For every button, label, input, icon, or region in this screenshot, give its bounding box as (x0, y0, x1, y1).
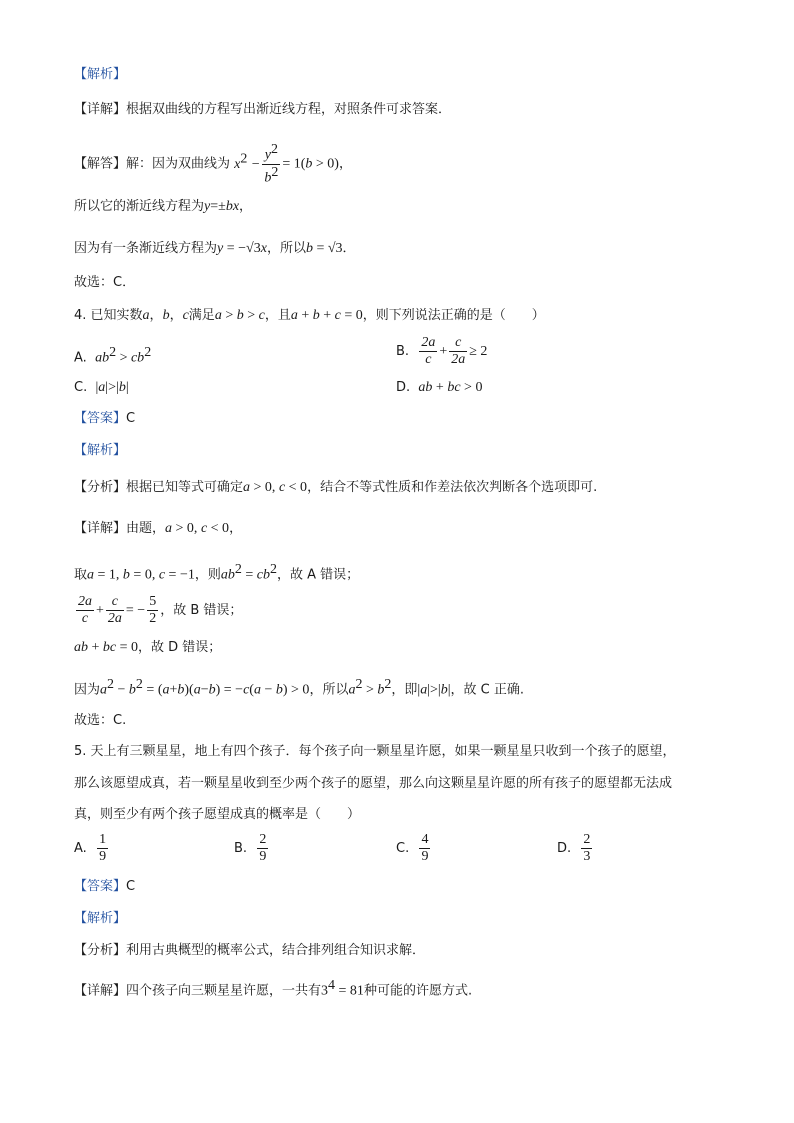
hyperbola-equation: $x^2$ − (234, 151, 261, 172)
q5-stem-line1: 5. 天上有三颗星星，地上有四个孩子．每个孩子向一颗星星许愿，如果一颗星星只收到一个孩子的愿望， (74, 744, 676, 759)
q4-option-b: B. $\frac{2a}{c}$ + $\frac{c}{2a}$ ≥ 2 (396, 335, 488, 367)
q5-jiexi-heading: 【解析】 (74, 911, 127, 926)
q5-stem-line3: 真，则至少有两个孩子愿望成真的概率是（ ） (74, 807, 361, 822)
q5-option-a: A. $\frac{1}{9}$ (74, 832, 107, 864)
q3-asymptote-line: 所以它的渐近线方程为y=±bx， (74, 199, 253, 214)
q5-stem-line2: 那么该愿望成真，若一颗星星收到至少两个孩子的愿望，那么向这颗星星许愿的所有孩子的愿望都无法成 (74, 776, 673, 791)
q5-option-b: B. $\frac{2}{9}$ (234, 832, 267, 864)
q4-xiangjie-line: 【详解】由题，a > 0, c < 0， (74, 521, 243, 536)
q4-stem: 4. 已知实数a，b，c满足a > b > c，且a + b + c = 0，则下列说法正确的是（ ） (74, 308, 545, 323)
q4-option-d: D. ab + bc > 0 (396, 380, 483, 395)
q4-fenxi-line: 【分析】根据已知等式可确定a > 0, c < 0，结合不等式性质和作差法依次判断各个选项即可. (74, 480, 598, 495)
q3-xiangjie-line: 【详解】根据双曲线的方程写出渐近线方程，对照条件可求答案． (74, 102, 452, 117)
q4-option-a: A. $ab^2 > cb^2$ (74, 345, 152, 366)
q4-jiexi-heading: 【解析】 (74, 443, 127, 458)
q5-xiangjie-line: 【详解】四个孩子向三颗星星许愿，一共有$3^4 = 81$种可能的许愿方式. (74, 978, 473, 999)
q4-check-c: 因为$a^2 - b^2 = (a+b)(a-b) = -c(a - b) > 0$，所以$a^2 > b^2$，即|a|>|b|，故 C 正确. (74, 677, 524, 698)
q4-option-c: C. |a|>|b| (74, 380, 129, 395)
q3-jiexi-heading: 【解析】 (74, 67, 127, 82)
q4-check-a: 取a = 1, b = 0, c = −1，则$ab^2 = cb^2$，故 A 错误； (74, 562, 360, 583)
q5-option-d: D. $\frac{2}{3}$ (557, 832, 591, 864)
q3-answer-choice: 故选：C． (74, 275, 136, 290)
q5-answer: 【答案】C (74, 879, 136, 894)
q3-jieda-line: 【解答】解：因为双曲线为 $x^2$ − $\frac{y^2}{b^2}$ = 1(b > 0)， (74, 142, 352, 186)
q4-answer-choice: 故选：C. (74, 713, 127, 728)
q4-check-b: $\frac{2a}{c}$ + $\frac{c}{2a}$ = − $\frac{5}{2}$ ，故 B 错误； (78, 594, 243, 626)
q3-condition-line: 因为有一条渐近线方程为y = −√3x，所以b = √3． (74, 241, 356, 256)
q5-option-c: C. $\frac{4}{9}$ (396, 832, 429, 864)
q4-answer: 【答案】C (74, 411, 136, 426)
hyperbola-fraction: $\frac{y^2}{b^2}$ (264, 142, 279, 186)
q4-check-d: ab + bc = 0，故 D 错误； (74, 640, 222, 655)
q5-fenxi-line: 【分析】利用古典概型的概率公式，结合排列组合知识求解． (74, 943, 426, 958)
